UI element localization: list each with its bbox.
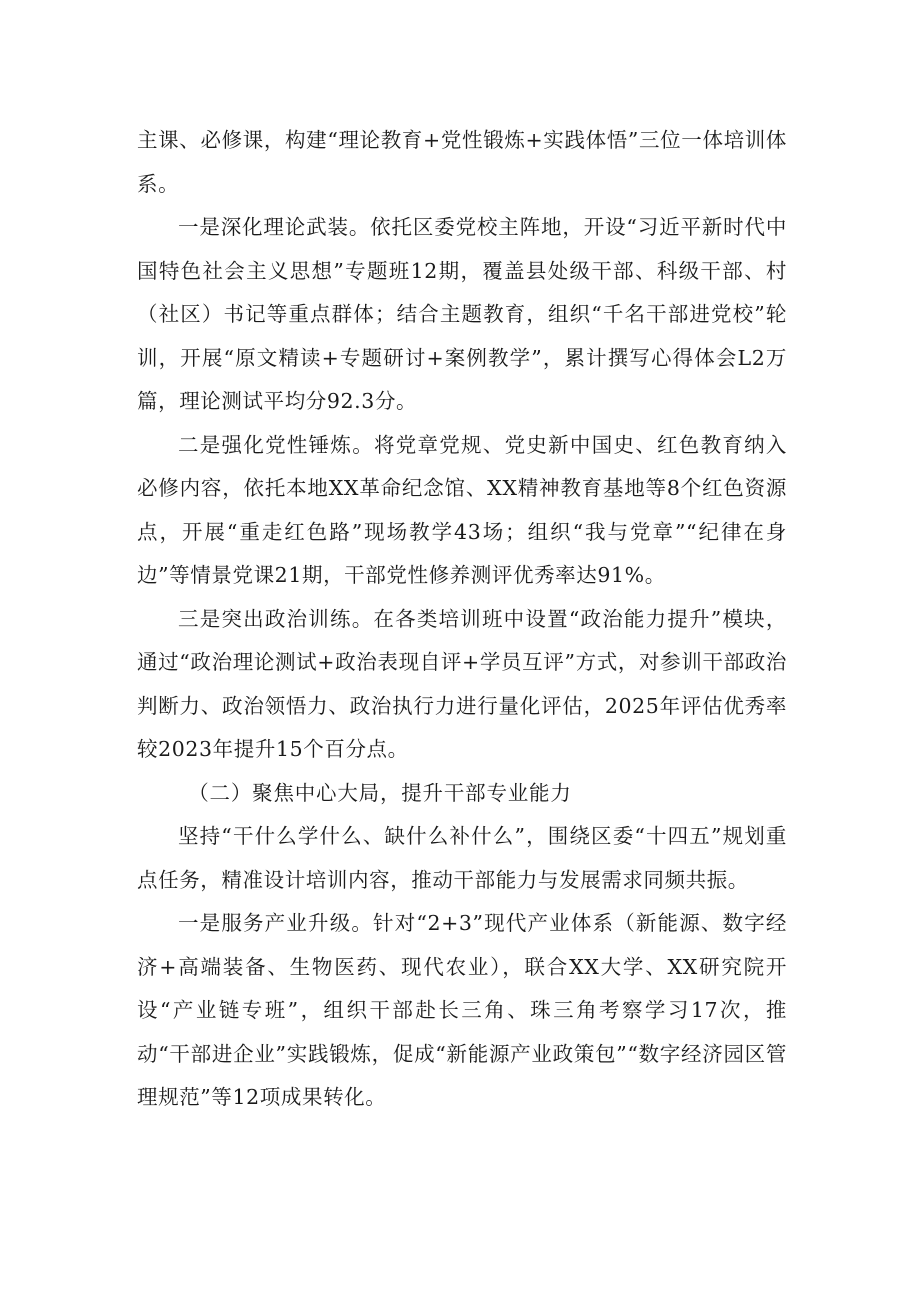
paragraph-section-intro: 坚持“干什么学什么、缺什么补什么”，围绕区委“十四五”规划重点任务，精准设计培训内容，推动干部能力与发展需求同频共振。 [137, 824, 787, 892]
paragraph-political-training: 三是突出政治训练。在各类培训班中设置“政治能力提升”模块，通过“政治理论测试+政治表现自评+学员互评”方式，对参训干部政治判断力、政治领悟力、政治执行力进行量化评估，2025年评估优秀率较2023年提升15个百分点。 [137, 606, 787, 761]
paragraph-party-spirit: 二是强化党性锤炼。将党章党规、党史新中国史、红色教育纳入必修内容，依托本地XX革命纪念馆、XX精神教育基地等8个红色资源点，开展“重走红色路”现场教学43场；组织“我与党章”“纪律在身边”等情景党课21期，干部党性修养测评优秀率达91%。 [137, 432, 787, 587]
document-body [137, 119, 787, 1120]
paragraph-theory-armament: 一是深化理论武装。依托区委党校主阵地，开设“习近平新时代中国特色社会主义思想”专题班12期，覆盖县处级干部、科级干部、村（社区）书记等重点群体；结合主题教育，组织“千名干部进党校”轮训，开展“原文精读+专题研讨+案例教学”，累计撰写心得体会L2万篇，理论测试平均分92.3分。 [137, 215, 787, 413]
section-heading: （二）聚焦中心大局，提升干部专业能力 [188, 780, 572, 805]
paragraph-industry-upgrade: 一是服务产业升级。针对“2+3”现代产业体系（新能源、数字经济+高端装备、生物医药、现代农业），联合XX大学、XX研究院开设“产业链专班”，组织干部赴长三角、珠三角考察学习17次，推动“干部进企业”实践锻炼，促成“新能源产业政策包”“数字经济园区管理规范”等12项成果转化。 [137, 911, 787, 1109]
paragraph-continuation: 主课、必修课，构建“理论教育+党性锻炼+实践体悟”三位一体培训体系。 [137, 128, 787, 196]
